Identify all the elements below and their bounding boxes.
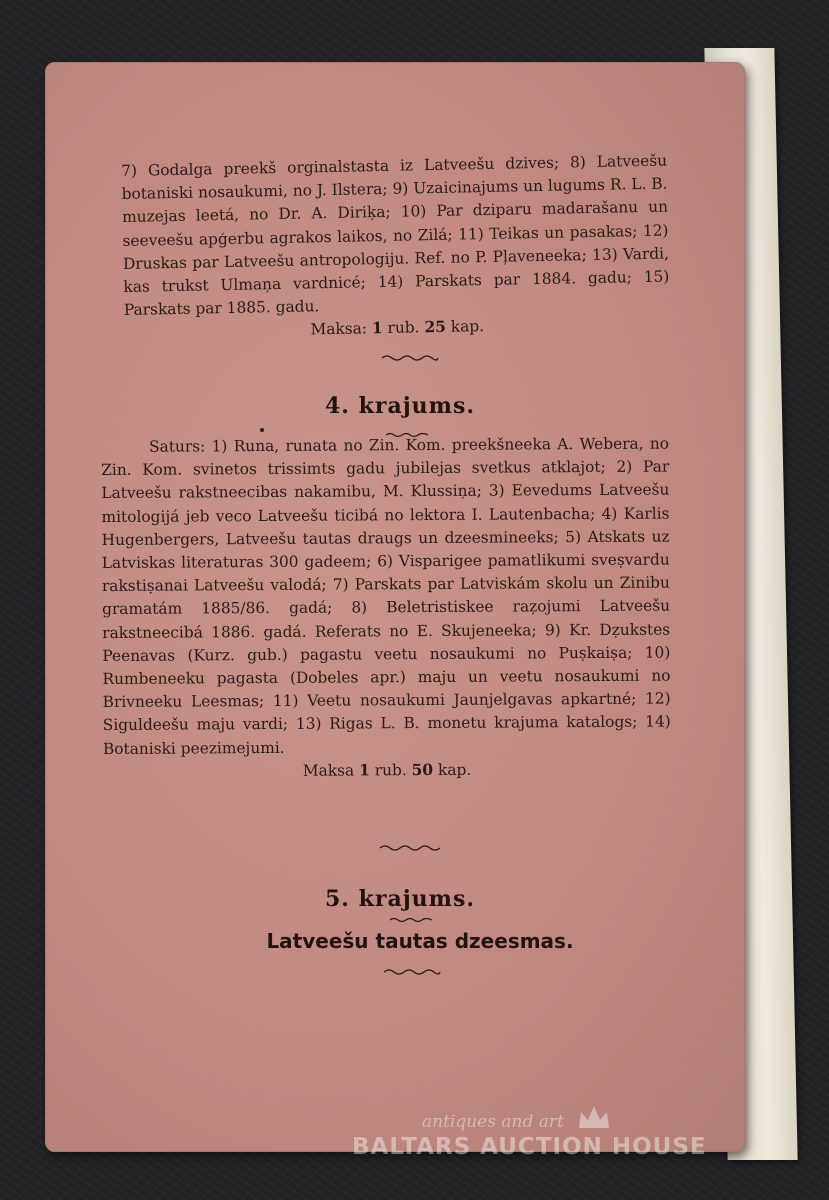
section4-heading: 4. krajums.	[325, 393, 475, 419]
ink-spot	[260, 428, 264, 432]
divider-swash	[388, 916, 434, 922]
section5-subtitle: Latveešu tautas dzeesmas.	[266, 929, 574, 953]
divider-swash	[380, 354, 440, 360]
auction-watermark	[352, 1112, 772, 1166]
watermark-tagline: antiques and art	[422, 1112, 564, 1132]
price-kap: 25	[424, 318, 447, 337]
section3-text: 7) Godalga preekš orginalstasta iz Latveešu dzives; 8) Latveešu botaniski nosaukumi, no J. Ilstera; 9) Uzaicinajums un lugums R. L. B. muzejas leetá, no Dr. A. Diriķa; 10) Par dziparu madarašanu un seeveešu apģerbu agrakos laikos, no Zilá; 11) Teikas un pasakas; 12) Druskas par Latveešu antropologiju. Ref. no P. Pļaveneeka; 13) Vardi, kas trukst Ulmaņa vardnicé; 14) Parskats par 1884. gadu; 15) Parskats par 1885. gadu.	[121, 151, 670, 320]
price-rub: 1	[371, 319, 383, 338]
price-label: Maksa:	[310, 319, 368, 339]
watermark-house-name: BALTARS AUCTION HOUSE	[352, 1134, 707, 1160]
price-label: Maksa	[302, 761, 355, 780]
crown-icon	[577, 1104, 611, 1130]
section4-price	[103, 757, 671, 784]
price-rub-unit: rub.	[387, 318, 420, 338]
section4-text: Saturs: 1) Runa, runata no Zin. Kom. preekšneeka A. Webera, no Zin. Kom. svinetos trissimts gadu jubilejas svetkus atklajot; 2) Par Latveešu rakstneecibas nakamibu, M. Klussiņa; 3) Eevedums Latveešu mitologijá jeb veco Latveešu ticibá no lektora I. Lautenbacha; 4) Karlis Hugenbergers, Latveešu tautas draugs un dzeesmineeks; 5) Atskats uz Latviskas literaturas 300 gadeem; 6) Visparigee pamatlikumi sveṣvardu rakstiṣanai Latveešu valodá; 7) Parskats par Latviskám skolu un Zinibu gramatám 1885/86. gadá; 8) Beletristiskee raẓojumi Latveešu rakstneecibá 1886. gadá. Referats no E. Skujeneeka; 9) Kr. Dẓukstes Peenavas (Kurz. gub.) pagastu veetu nosaukumi no Puṣkaiṣa; 10) Rumbeneeku pagasta (Dobeles apr.) maju un veetu nosaukumi no Brivneeku Leesmas; 11) Veetu nosaukumi Jaunjelgavas apkartné; 12) Siguldeešu maju vardi; 13) Rigas L. B. monetu krajuma katalogs; 14) Botaniski peezimejumi.	[101, 434, 671, 758]
section5-heading: 5. krajums.	[325, 886, 475, 912]
price-rub: 1	[359, 761, 370, 780]
section3-contents	[121, 150, 670, 346]
divider-swash	[378, 844, 442, 850]
price-kap: 50	[411, 760, 434, 779]
price-kap-unit: kap.	[450, 317, 485, 337]
price-rub-unit: rub.	[374, 760, 407, 780]
divider-swash	[382, 968, 442, 974]
section4-contents	[101, 433, 671, 785]
price-kap-unit: kap.	[437, 760, 472, 779]
